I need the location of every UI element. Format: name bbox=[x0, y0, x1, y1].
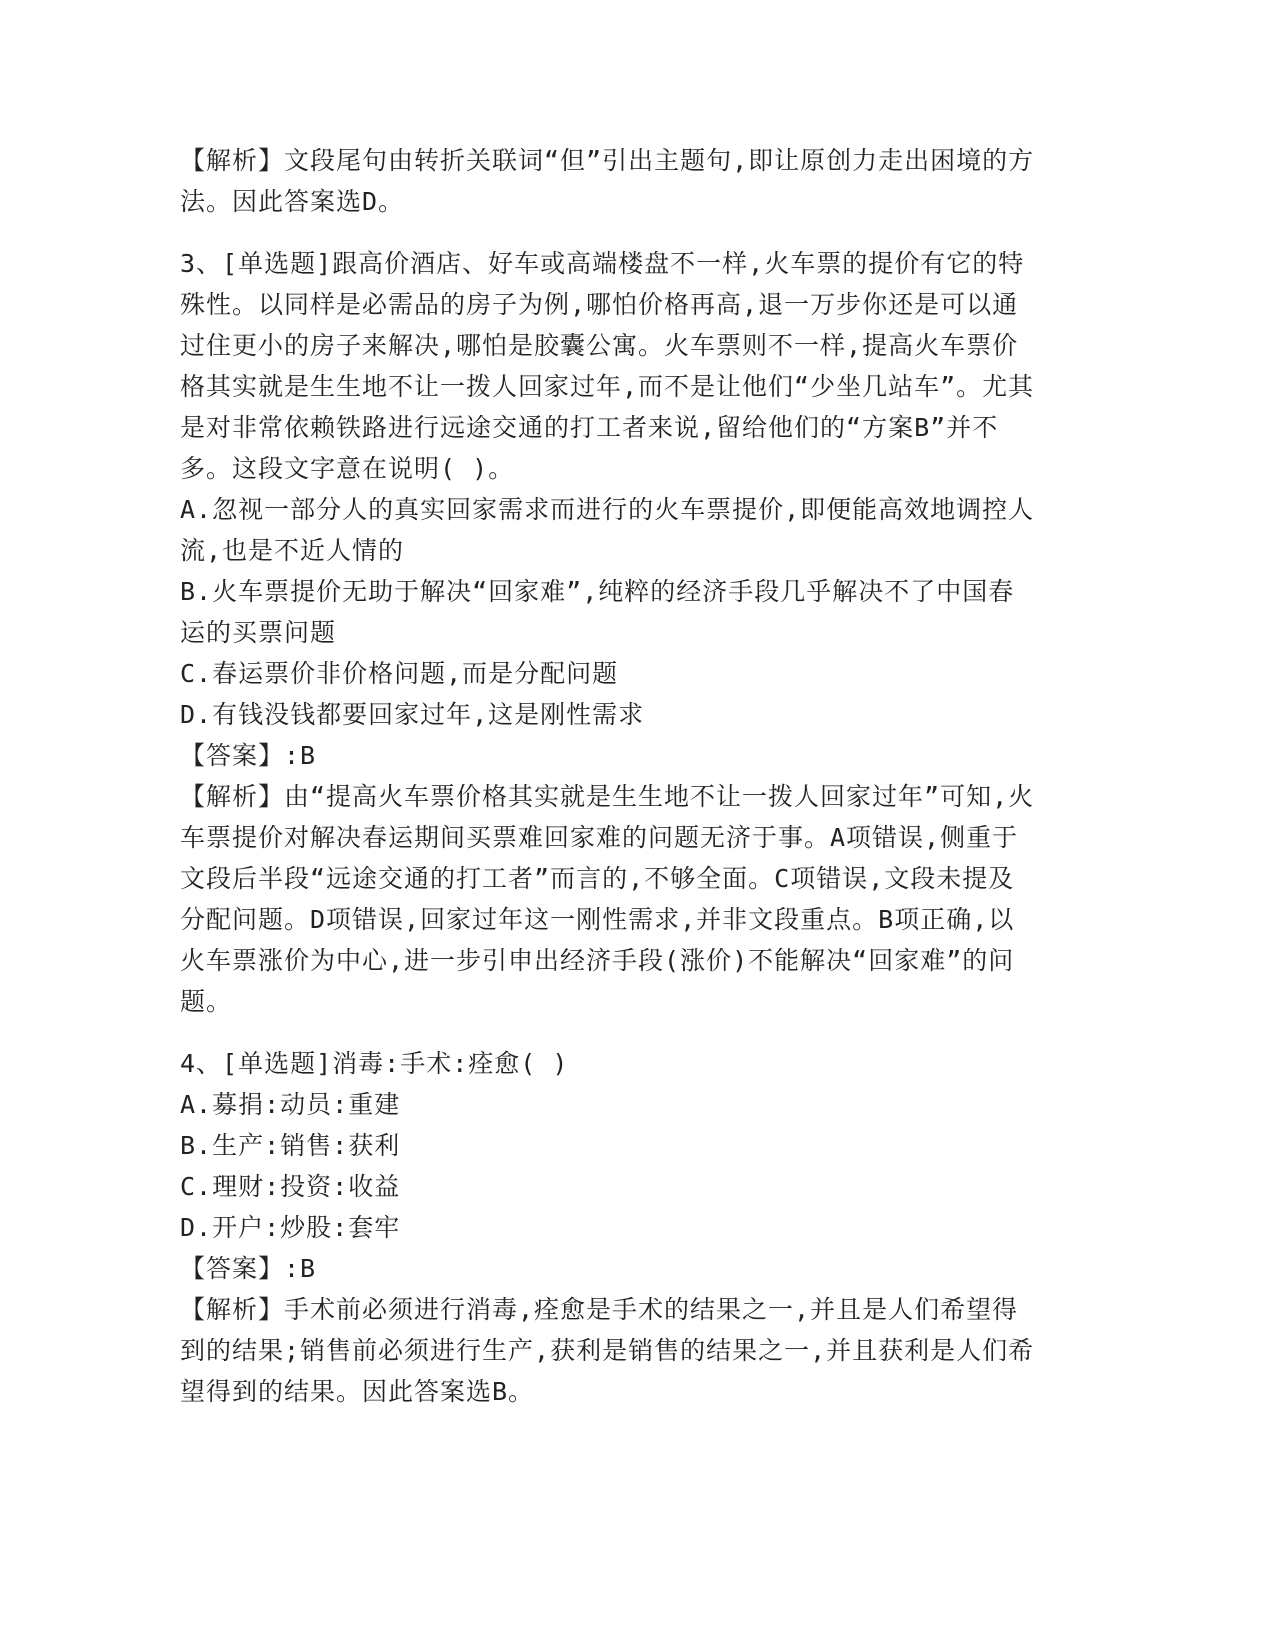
q3-option-b: B.火车票提价无助于解决“回家难”,纯粹的经济手段几乎解决不了中国春运的买票问题 bbox=[180, 577, 1015, 647]
document-page bbox=[180, 140, 1040, 1412]
question-4 bbox=[180, 1043, 1040, 1412]
q4-option-c: C.理财:投资:收益 bbox=[180, 1172, 401, 1201]
q4-analysis: 【解析】手术前必须进行消毒,痊愈是手术的结果之一,并且是人们希望得到的结果;销售前必须进行生产,获利是销售的结果之一,并且获利是人们希望得到的结果。因此答案选B。 bbox=[180, 1295, 1035, 1406]
q3-option-d: D.有钱没钱都要回家过年,这是刚性需求 bbox=[180, 700, 645, 729]
q3-option-a: A.忽视一部分人的真实回家需求而进行的火车票提价,即便能高效地调控人流,也是不近人情的 bbox=[180, 495, 1035, 565]
q4-answer: 【答案】:B bbox=[180, 1254, 317, 1283]
q3-stem: 3、[单选题]跟高价酒店、好车或高端楼盘不一样,火车票的提价有它的特殊性。以同样是必需品的房子为例,哪怕价格再高,退一万步你还是可以通过住更小的房子来解决,哪怕是胶囊公寓。火车票则不一样,提高火车票价格其实就是生生地不让一拨人回家过年,而不是让他们“少坐几站车”。尤其是对非常依赖铁路进行远途交通的打工者来说,留给他们的“方案B”并不多。这段文字意在说明( )。 bbox=[180, 249, 1035, 483]
spacer bbox=[180, 1022, 1040, 1043]
q4-option-b: B.生产:销售:获利 bbox=[180, 1131, 401, 1160]
q4-option-a: A.募捐:动员:重建 bbox=[180, 1090, 401, 1119]
q2-analysis: 【解析】文段尾句由转折关联词“但”引出主题句,即让原创力走出困境的方法。因此答案选D。 bbox=[180, 146, 1035, 216]
q4-option-d: D.开户:炒股:套牢 bbox=[180, 1213, 401, 1242]
question-3 bbox=[180, 243, 1040, 1022]
q3-option-c: C.春运票价非价格问题,而是分配问题 bbox=[180, 659, 619, 688]
q4-stem: 4、[单选题]消毒:手术:痊愈( ) bbox=[180, 1049, 569, 1078]
spacer bbox=[180, 222, 1040, 243]
q3-analysis: 【解析】由“提高火车票价格其实就是生生地不让一拨人回家过年”可知,火车票提价对解决春运期间买票难回家难的问题无济于事。A项错误,侧重于文段后半段“远途交通的打工者”而言的,不够全面。C项错误,文段未提及分配问题。D项错误,回家过年这一刚性需求,并非文段重点。B项正确,以火车票涨价为中心,进一步引申出经济手段(涨价)不能解决“回家难”的问题。 bbox=[180, 782, 1035, 1016]
q3-answer: 【答案】:B bbox=[180, 741, 317, 770]
question-2-tail bbox=[180, 140, 1040, 222]
